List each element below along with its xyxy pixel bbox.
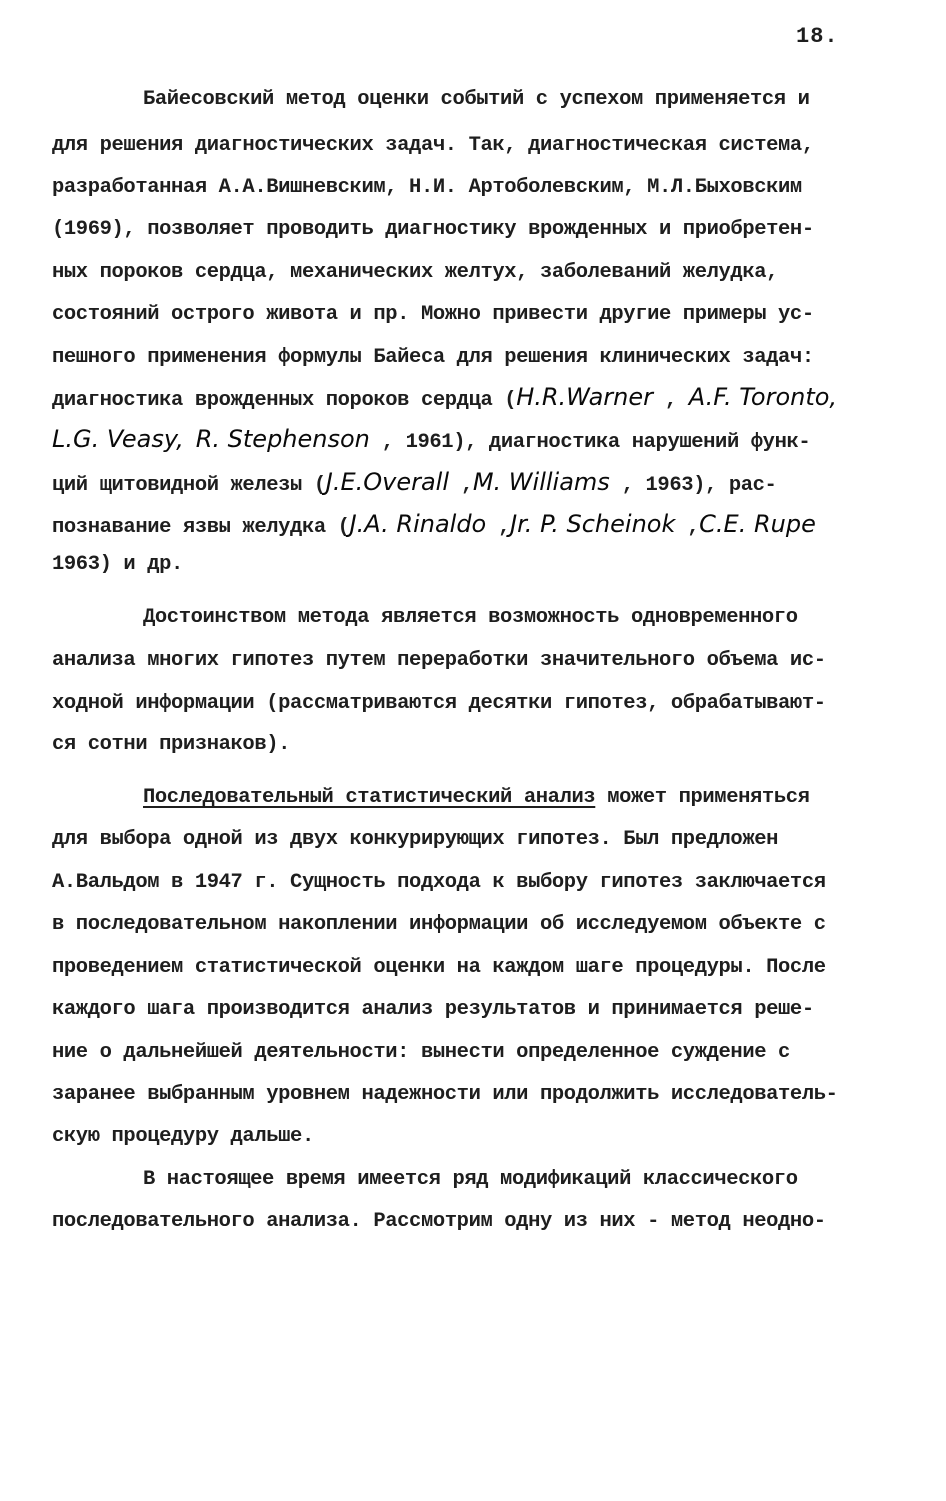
text-line: в последовательном накоплении информации об исследуемом объекте с <box>52 913 826 936</box>
typed-text: может применяться <box>607 786 810 809</box>
text-line: анализа многих гипотез путем переработки значительного объема ис- <box>52 649 826 672</box>
handwritten-author: A.F. Toronto, <box>688 383 838 411</box>
text-line: В настоящее время имеется ряд модификаций классического <box>143 1168 798 1191</box>
handwritten-author: R. Stephenson <box>195 425 370 453</box>
text-line: ся сотни признаков). <box>52 733 291 756</box>
text-line: разработанная А.А.Вишневским, Н.И. Артоболевским, М.Л.Быховским <box>52 176 802 199</box>
text-line <box>52 510 816 539</box>
typed-text: диагностика врожденных пороков сердца ( <box>52 389 517 412</box>
handwritten-author: J.A. Rinaldo <box>349 510 487 538</box>
typed-text: познавание язвы желудка ( <box>52 516 350 539</box>
text-line: последовательного анализа. Рассмотрим одну из них - метод неодно- <box>52 1210 826 1233</box>
text-line <box>52 383 837 412</box>
handwritten-author: M. Williams <box>472 468 610 496</box>
handwritten-author: L.G. Veasy, <box>52 425 184 453</box>
text-line: ние о дальнейшей деятельности: вынести определенное суждение с <box>52 1041 790 1064</box>
page-number: 18. <box>796 24 839 49</box>
handwritten-author: Jr. P. Scheinok <box>510 510 676 538</box>
handwritten-author: J.E.Overall <box>325 468 450 496</box>
typed-text: ций щитовидной железы ( <box>52 474 326 497</box>
text-line: (1969), позволяет проводить диагностику врожденных и приобретен- <box>52 218 814 241</box>
text-line: пешного применения формулы Байеса для решения клинических задач: <box>52 346 814 369</box>
text-line: состояний острого живота и пр. Можно привести другие примеры ус- <box>52 303 814 326</box>
handwritten-author: C.E. Rupe <box>699 510 816 538</box>
text-line: ходной информации (рассматриваются десятки гипотез, обрабатывают- <box>52 692 826 715</box>
underlined-term: Последовательный статистический анализ <box>143 786 596 809</box>
text-line: 1963) и др. <box>52 553 183 576</box>
text-line: скую процедуру дальше. <box>52 1125 314 1148</box>
typed-text: , <box>460 474 473 497</box>
text-line: Достоинством метода является возможность одновременного <box>143 606 798 629</box>
text-line: Байесовский метод оценки событий с успехом применяется и <box>143 88 810 111</box>
text-line: А.Вальдом в 1947 г. Сущность подхода к выбору гипотез заключается <box>52 871 826 894</box>
text-line: для решения диагностических задач. Так, диагностическая система, <box>52 134 814 157</box>
text-line <box>143 786 810 809</box>
typed-text: , <box>664 389 677 412</box>
text-line: заранее выбранным уровнем надежности или продолжить исследователь- <box>52 1083 838 1106</box>
text-line: каждого шага производится анализ результатов и принимается реше- <box>52 998 814 1021</box>
typed-text: , 1963), рас- <box>621 474 777 497</box>
text-line <box>52 468 776 497</box>
handwritten-author: H.R.Warner <box>516 383 654 411</box>
typed-text: , <box>498 516 511 539</box>
text-line: для выбора одной из двух конкурирующих гипотез. Был предложен <box>52 828 779 851</box>
typed-text: , 1961), диагностика нарушений функ- <box>381 431 811 454</box>
text-line: проведением статистической оценки на каждом шаге процедуры. После <box>52 956 826 979</box>
typed-text: , <box>687 516 700 539</box>
text-line: ных пороков сердца, механических желтух, заболеваний желудка, <box>52 261 779 284</box>
text-line <box>52 425 810 454</box>
